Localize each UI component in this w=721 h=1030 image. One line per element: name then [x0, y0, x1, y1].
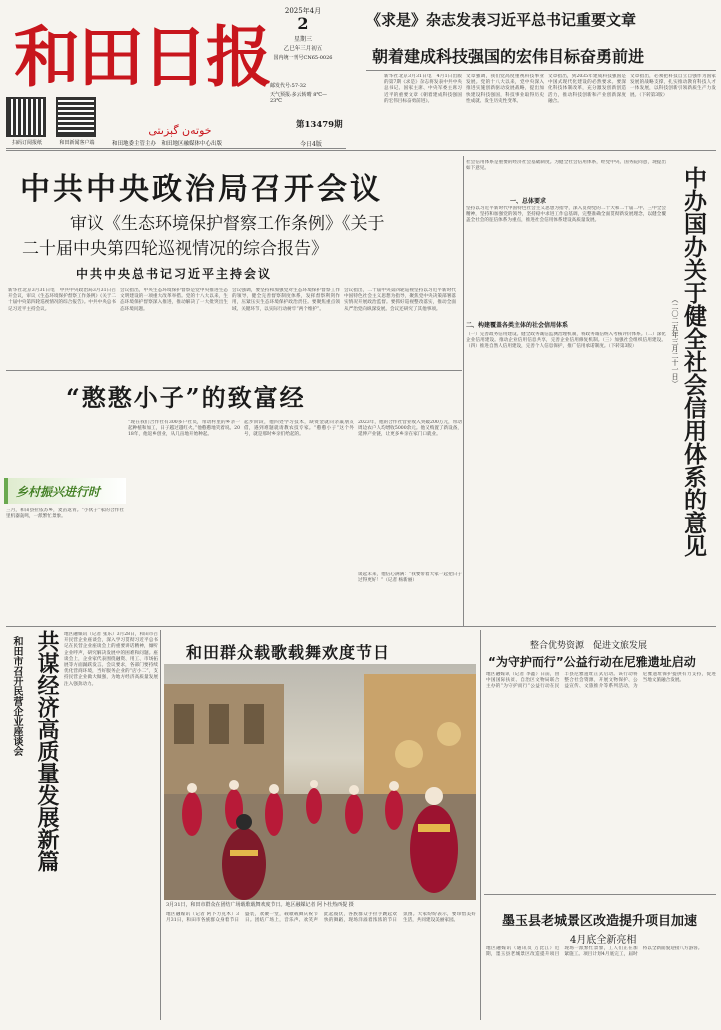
qr-label-2: 和田新闻客户端 [59, 140, 95, 146]
masthead-logo [12, 16, 287, 96]
masthead-uyghur: خوتەن گېزىتى [148, 124, 212, 137]
page-count: 今日4版 [300, 141, 322, 148]
moyu-subhead: 4月底全新亮相 [570, 935, 637, 946]
rich-story-body-5: 谈起未来，他信心满满：“我要带着大家一起把日子过得更好！”（记者 杨新丽） [358, 572, 462, 584]
top-story-col-1: 新华社北京3月31日电 4月1日出版的第7期《求是》杂志将发表中共中央总书记、国家主席、中央军委主席习近平的重要文章《朝着建成科技强国的宏伟目标奋勇前进》。 [384, 74, 462, 104]
festival-headline[interactable]: 和田群众载歌载舞欢度节日 [186, 643, 391, 662]
moyu-body: 地区融媒讯（通讯员 万比江）近期，墨玉县老城景区改造提升项目现场一派繁忙景象，工人们正在加紧施工。项目计划4月底完工，届时将以全新面貌迎接八方游客。 [486, 946, 703, 958]
cn-code: 国内统一刊号CN65-0026 [273, 55, 333, 61]
weekday: 星期三 [293, 36, 312, 43]
credit-date-note: （二〇二五年三月二十一日） [671, 296, 679, 387]
rich-story-headline[interactable]: “憨憨小子”的致富经 [66, 383, 306, 412]
rich-story-body-1: 三月，和田县拉依苏乡，麦苗返青。“小伙子”家的合作社里机器轰鸣，一派繁忙景象。 [6, 508, 124, 520]
lead-body-col-1: 新华社北京3月31日电 中共中央政治局3月31日召开会议，审议《生态环境保护督察工作条例》《关于二十届中央第四轮巡视情况的综合报告》。中共中央总书记习近平主持会议。 [8, 288, 116, 312]
credit-section-1: 一、总体要求 [510, 198, 547, 205]
qr-code-icon [6, 97, 46, 137]
culture-headline[interactable]: “为守护而行”公益行动在尼雅遗址启动 [488, 655, 696, 669]
culture-body: 地区融媒讯（记者 李鑫）日前，由中国国际扶贫、自治区文物局联合主办的“为守护而行”公益行动在民丰县尼雅遗址正式启动。该行动将整合社会资源，开展文物保护、公益宣传、文旅推介等系列活动，为尼雅遗址保护提供有力支持，促进当地文旅融合发展。 [486, 672, 716, 690]
qr-label-1: 扫码订阅报纸 [11, 140, 42, 146]
masthead-title [12, 16, 287, 96]
sponsor-line: 和田地委主管主办 和田地区融媒体中心出版 [112, 141, 223, 147]
credit-vertical-title[interactable]: 中办国办关于健全社会信用体系的意见 [680, 166, 706, 557]
top-headline-1[interactable]: 《求是》杂志发表习近平总书记重要文章 [366, 11, 637, 29]
top-story-col-3: 文章指出，到2035年建成科技强国是中国式现代化建设的必然要求。要深化科技体制改革，充分激发创新创造活力，推动科技创新和产业创新深度融合。 [548, 74, 626, 104]
top-story-col-2: 文章强调，我们党高度重视科技事业发展。党的十八大以来，党中央深入推进实施创新驱动发展战略，提出加快建设科技强国，科技事业取得历史性成就、发生历史性变革。 [466, 74, 544, 104]
credit-section-2-body: （一）完善政务信用建设。健全政务诚信监测治理机制，将政务诚信纳入考核评价体系。（二）深化企业信用建设。推动企业信用信息共享，完善企业信用修复机制。（三）加强社会组织信用建设。（四）推进自然人信用建设，完善个人信息保护，推广信用承诺制度。（下转第3版） [466, 332, 666, 350]
credit-section-2: 二、构建覆盖各类主体的社会信用体系 [466, 322, 569, 329]
moyu-headline[interactable]: 墨玉县老城景区改造提升项目加速 [502, 914, 698, 929]
side-story-body: 地区融媒讯（记者 张乐）3月28日，和田市召开民营企业座谈会，深入学习贯彻习近平总书记在民营企业座谈会上的重要讲话精神，倾听企业呼声，研究解决发展中的困难和问题。座谈会上，企业家代表围绕融资、用工、市场拓展等方面踊跃发言。会议要求，各部门要持续优化营商环境，当好服务企业的“店小二”，支持民营企业做大做强，为地方经济高质量发展注入强劲动力。 [64, 632, 158, 687]
credit-intro: 社会信用体系是重要的经济社会基础制度。为健全社会信用体系，经党中央、国务院同意，现提出如下意见。 [466, 160, 666, 172]
date-day: 2 [297, 14, 309, 33]
qr-code-icon [56, 97, 96, 137]
festival-photo [164, 664, 476, 900]
rich-story-body-3: 起步阶段，他四处学习技术，缺资金就向亲戚朋友借，遇到难题就请教农技专家。“憨憨小子”这个外号，就是那时乡亲们给起的。 [244, 420, 354, 438]
side-story-title[interactable]: 共谋经济高质量发展新篇 [34, 630, 59, 872]
lead-headline[interactable]: 中共中央政治局召开会议 [20, 172, 383, 207]
issue-number: 第13479期 [296, 120, 343, 130]
lead-body-col-4: 会议指出，二十届中央第四轮巡视坚持以习近平新时代中国特色社会主义思想为指导，聚焦党中央决策部署落实情况开展政治监督。要抓好巡视整改落实，推动全面从严治党向纵深发展。会议还研究了其他事项。 [344, 288, 456, 312]
lead-subhead-2: 二十届中央第四轮巡视情况的综合报告》 [22, 239, 328, 259]
lunar-date: 乙巳年三月初五 [283, 46, 323, 52]
rural-banner-text: 乡村振兴进行时 [16, 485, 101, 499]
rural-banner [4, 478, 126, 504]
lead-body-col-2: 会议指出，中央生态环境保护督察是党中央推进生态文明建设的一项重大改革举措。党的十八大以来，生态环境保护督察深入推进，推动解决了一大批突出生态环境问题。 [120, 288, 228, 312]
rich-story-body-4: 2023年，他的合作社营业收入突破200万元，带动周边农户人均增收5000余元。他又购置了新设备，延伸产业链，让更多乡亲在家门口就业。 [358, 420, 462, 438]
rich-story-body-2: “现在我们合作社有300多户社员，带动村里的乡亲一起种植和加工，日子越过越红火。”他憨憨地笑着说。2018年，他返乡创业，从几亩地开始种起。 [128, 420, 240, 438]
lead-byline: 中共中央总书记习近平主持会议 [76, 267, 273, 281]
top-headline-2[interactable]: 朝着建成科技强国的宏伟目标奋勇前进 [372, 47, 645, 66]
weather: 天气预报:多云转晴 8℃—23℃ [270, 92, 328, 104]
top-story-col-4: 文章指出，必须把科技自立自强作为国家发展的战略支撑，扎实推动教育科技人才一体发展，以科技创新引领新质生产力发展。（下转第3版） [630, 74, 716, 98]
lead-subhead-1: 审议《生态环境保护督察工作条例》《关于 [70, 214, 385, 234]
festival-scene [164, 664, 476, 900]
festival-body: 地区融媒讯（记者 阿卜力克木）3月31日，和田市各族群众身着节日盛装，欢聚一堂，载歌载舞庆祝节日。团结广场上，音乐声、欢笑声此起彼伏，各族群众手拉手跳起欢快的舞蹈，现场洋溢着浓浓的节日氛围。大家纷纷表示，要珍惜美好生活，共同建设美丽家园。 [166, 912, 476, 924]
side-story-subtitle: 和田市召开民营企业座谈会 [11, 636, 22, 756]
postal-code: 邮发代号:57-32 [270, 83, 307, 89]
lead-body-col-3: 会议强调，要坚持和加强党对生态环境保护督察工作的领导，健全完善督察制度体系，发挥督察利剑作用，压紧压实生态环境保护政治责任。要聚焦重点领域、关键环节，以实际行动树牢“两个维护”。 [232, 288, 340, 312]
festival-caption: 3月31日，和田市群众在团结广场载歌载舞欢度节日。地区融媒记者 阿卜杜热西提 摄 [166, 902, 354, 908]
date-line: 2025年4月 [284, 7, 322, 15]
credit-section-1-body: 坚持以习近平新时代中国特色社会主义思想为指导，深入贯彻党的二十大和二十届二中、三中全会精神，坚持和加强党的领导，坚持稳中求进工作总基调，完整准确全面贯彻新发展理念，以健全覆盖全社会的征信体系为重点，推进社会信用体系建设高质量发展。 [466, 206, 666, 224]
masthead-title-text: 和田日报 [14, 18, 270, 96]
culture-kicker: 整合优势资源 促进文旅发展 [530, 641, 648, 651]
